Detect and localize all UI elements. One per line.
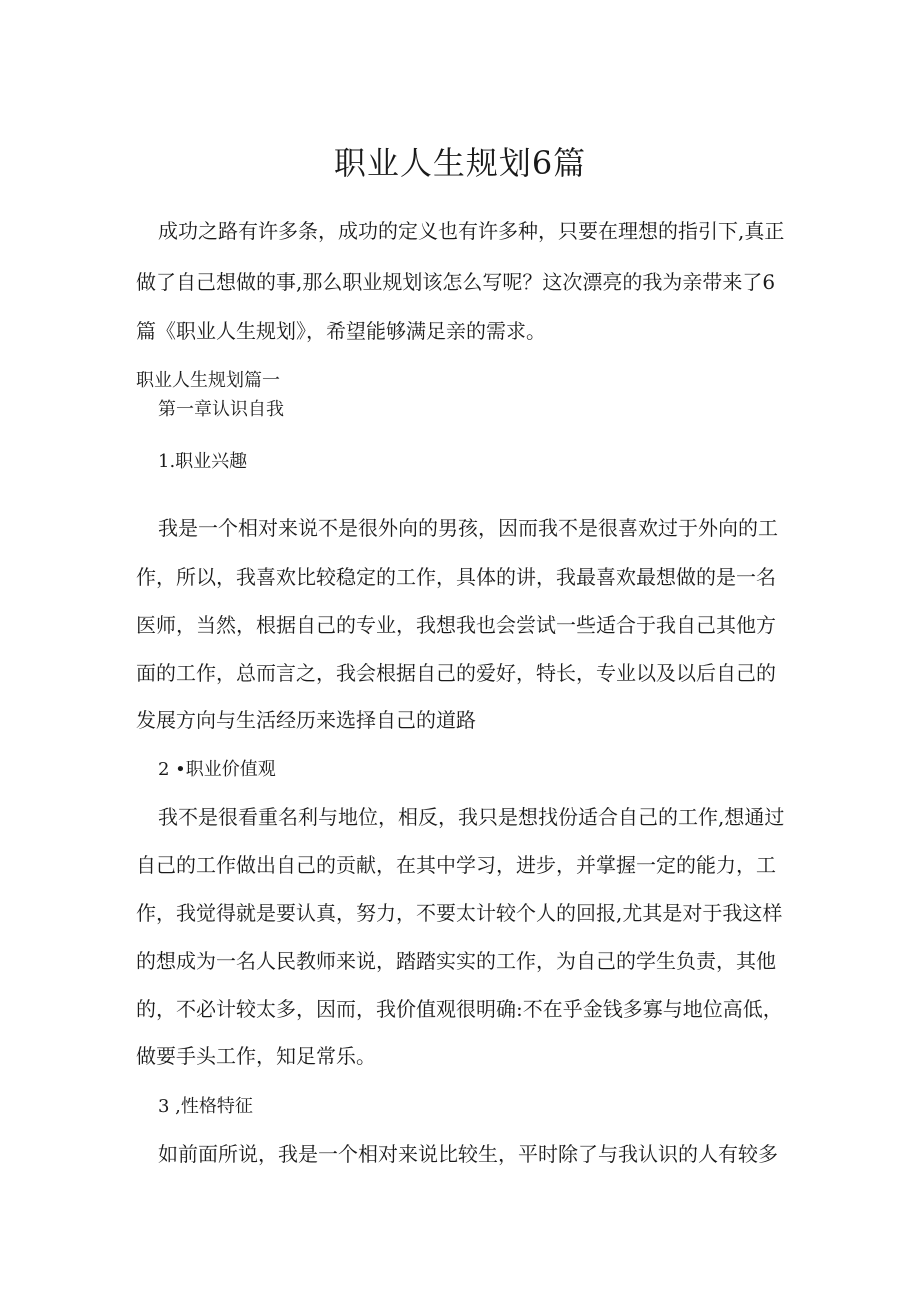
item2-line-4: 的想成为一名人民教师来说，踏踏实实的工作，为自己的学生负责，其他 <box>136 949 776 973</box>
item3-line-1: 如前面所说，我是一个相对来说比较生，平时除了与我认识的人有较多 <box>158 1142 778 1166</box>
chapter-heading: 第一章认识自我 <box>158 399 284 420</box>
item1-line-3: 医师，当然，根据自己的专业，我想我也会尝试一些适合于我自己其他方 <box>136 613 776 637</box>
item2-line-6: 做要手头工作，知足常乐。 <box>136 1044 376 1068</box>
item1-line-5: 发展方向与生活经历来选择自己的道路 <box>136 708 476 732</box>
intro-line-1: 成功之路有许多条，成功的定义也有许多种，只要在理想的指引下,真正 <box>158 219 785 243</box>
item2-line-1: 我不是很看重名利与地位，相反，我只是想找份适合自己的工作,想通过 <box>158 805 785 829</box>
item3-heading: 3 ,性格特征 <box>158 1096 253 1117</box>
item2-line-3: 作，我觉得就是要认真，努力，不要太计较个人的回报,尤其是对于我这样 <box>136 901 783 925</box>
intro-line-2: 做了自己想做的事,那么职业规划该怎么写呢？这次漂亮的我为亲带来了6 <box>136 270 776 294</box>
section-heading: 职业人生规划篇一 <box>136 370 280 391</box>
item1-heading: 1.职业兴趣 <box>158 451 248 472</box>
item2-heading: 2 •职业价值观 <box>158 759 276 780</box>
item1-line-1: 我是一个相对来说不是很外向的男孩，因而我不是很喜欢过于外向的工 <box>158 516 778 540</box>
document-title: 职业人生规划6篇 <box>333 144 587 182</box>
item2-line-2: 自己的工作做出自己的贡献，在其中学习，进步，并掌握一定的能力，工 <box>136 853 776 877</box>
item1-line-4: 面的工作，总而言之，我会根据自己的爱好，特长，专业以及以后自己的 <box>136 661 776 685</box>
item1-line-2: 作，所以，我喜欢比较稳定的工作，具体的讲，我最喜欢最想做的是一名 <box>136 565 776 589</box>
item2-line-5: 的，不必计较太多，因而，我价值观很明确:不在乎金钱多寡与地位高低， <box>136 997 783 1021</box>
intro-line-3: 篇《职业人生规划》，希望能够满足亲的需求。 <box>136 319 546 343</box>
